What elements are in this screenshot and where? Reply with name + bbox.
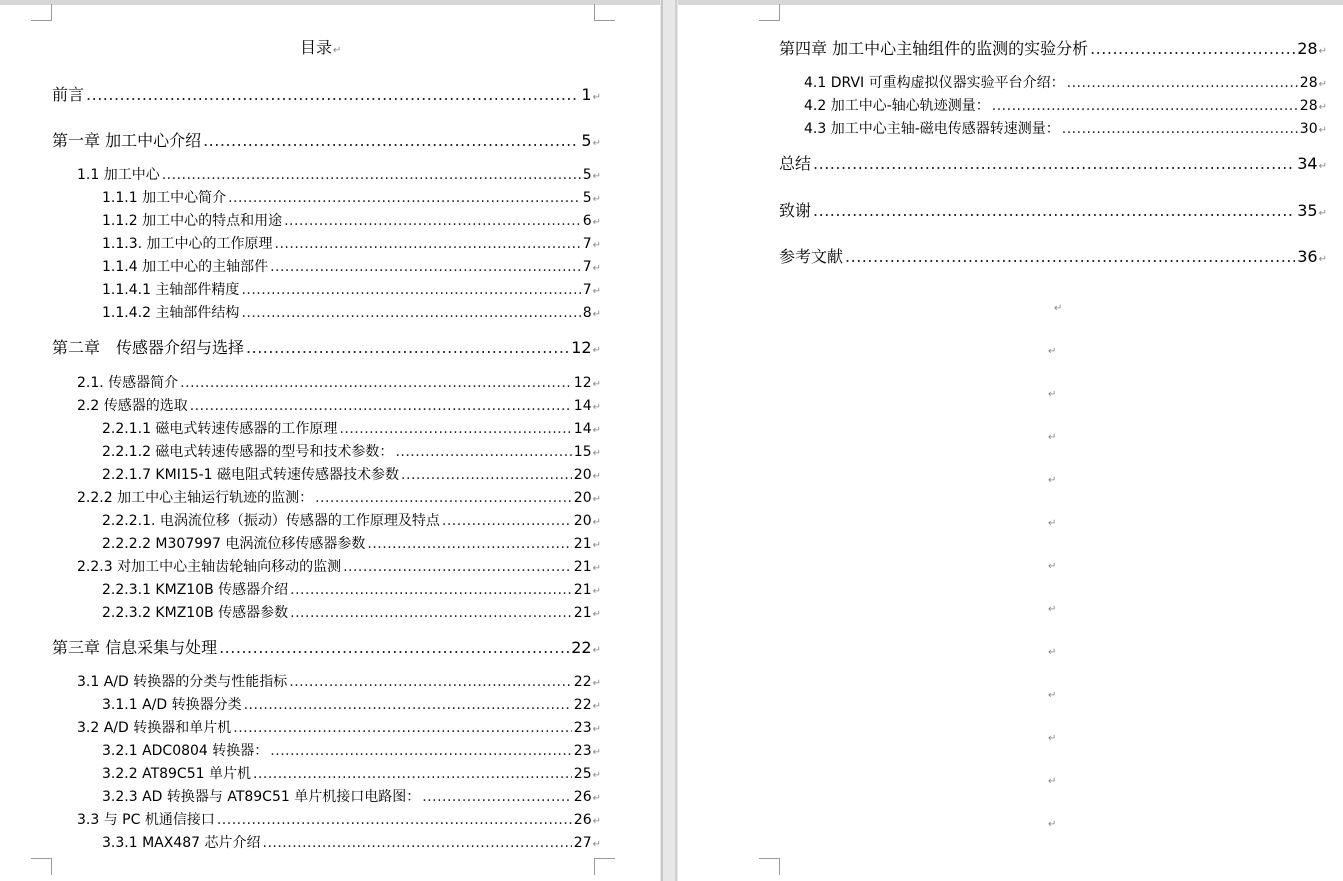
- toc-entry[interactable]: 2.2 传感器的选取 ..... 14 ↵: [77, 395, 601, 415]
- paragraph-mark: ↵: [1048, 475, 1057, 486]
- toc-entry[interactable]: 2.2.2.2 M307997 电涡流位移传感器参数 ..... 21 ↵: [102, 533, 601, 553]
- paragraph-mark: ↵: [1048, 561, 1057, 572]
- toc-entry[interactable]: 3.3 与 PC 机通信接口 ..... 26 ↵: [77, 809, 601, 829]
- margin-mark-bottom-right: [594, 858, 615, 875]
- margin-mark-bottom-left: [759, 858, 780, 875]
- toc-entry[interactable]: 2.2.1.2 磁电式转速传感器的型号和技术参数： ..... 15 ↵: [102, 441, 601, 461]
- toc-entry[interactable]: 2.2.2 加工中心主轴运行轨迹的监测： ..... 20 ↵: [77, 487, 601, 507]
- toc-entry[interactable]: 4.2 加工中心-轴心轨迹测量： ..... 28 ↵: [804, 95, 1327, 115]
- toc-entry[interactable]: 3.2.1 ADC0804 转换器： ..... 23 ↵: [102, 740, 601, 760]
- paragraph-mark: ↵: [1048, 647, 1057, 658]
- margin-mark-bottom-left: [31, 858, 52, 875]
- document-page-left: [0, 0, 660, 881]
- page-gap: [660, 0, 678, 881]
- toc-entry[interactable]: 第二章 传感器介绍与选择 ..... 12 ↵: [52, 335, 601, 358]
- toc-entry[interactable]: 3.2 A/D 转换器和单片机 ..... 23 ↵: [77, 717, 601, 737]
- toc-entry[interactable]: 前言 ..... 1 ↵: [52, 82, 601, 105]
- toc-title: 目录↵: [300, 38, 342, 57]
- toc-entry[interactable]: 致谢 ..... 35 ↵: [779, 198, 1327, 221]
- paragraph-mark: ↵: [1048, 346, 1057, 357]
- toc-entry[interactable]: 1.1.4.2 主轴部件结构 ..... 8 ↵: [102, 302, 601, 322]
- paragraph-mark: ↵: [1048, 604, 1057, 615]
- toc-entry[interactable]: 第四章 加工中心主轴组件的监测的实验分析 ..... 28 ↵: [779, 36, 1327, 59]
- toc-entry[interactable]: 3.1.1 A/D 转换器分类 ..... 22 ↵: [102, 694, 601, 714]
- toc-entry[interactable]: 1.1.4 加工中心的主轴部件 ..... 7 ↵: [102, 256, 601, 276]
- toc-entry[interactable]: 3.2.2 AT89C51 单片机 ..... 25 ↵: [102, 763, 601, 783]
- toc-entry[interactable]: 总结 ..... 34 ↵: [779, 151, 1327, 174]
- toc-entry[interactable]: 1.1.3. 加工中心的工作原理 ..... 7 ↵: [102, 233, 601, 253]
- paragraph-mark: ↵: [1048, 776, 1057, 787]
- toc-entry[interactable]: 第三章 信息采集与处理 ..... 22 ↵: [52, 635, 601, 658]
- margin-mark-top-left: [759, 4, 780, 21]
- margin-mark-top-left: [31, 4, 52, 21]
- toc-entry[interactable]: 2.1. 传感器简介 ..... 12 ↵: [77, 372, 601, 392]
- toc-entry[interactable]: 2.2.3 对加工中心主轴齿轮轴向移动的监测 ..... 21 ↵: [77, 556, 601, 576]
- toc-entry[interactable]: 1.1.4.1 主轴部件精度 ..... 7 ↵: [102, 279, 601, 299]
- paragraph-mark: ↵: [1048, 518, 1057, 529]
- toc-entry[interactable]: 3.3.1 MAX487 芯片介绍 ..... 27 ↵: [102, 832, 601, 852]
- toc-entry[interactable]: 2.2.2.1. 电涡流位移（振动）传感器的工作原理及特点 ..... 20 ↵: [102, 510, 601, 530]
- toc-entry[interactable]: 1.1.2 加工中心的特点和用途 ..... 6 ↵: [102, 210, 601, 230]
- toc-entry[interactable]: 4.1 DRVI 可重构虚拟仪器实验平台介绍： ..... 28 ↵: [804, 72, 1327, 92]
- paragraph-mark: ↵: [1048, 389, 1057, 400]
- paragraph-mark: ↵: [1048, 432, 1057, 443]
- toc-entry[interactable]: 2.2.1.1 磁电式转速传感器的工作原理 ..... 14 ↵: [102, 418, 601, 438]
- paragraph-mark: ↵: [1054, 303, 1063, 314]
- paragraph-mark: ↵: [1048, 819, 1057, 830]
- margin-mark-top-right: [594, 4, 615, 21]
- paragraph-mark: ↵: [333, 45, 342, 56]
- toc-entry[interactable]: 3.2.3 AD 转换器与 AT89C51 单片机接口电路图： ..... 26 ↵: [102, 786, 601, 806]
- toc-entry[interactable]: 2.2.3.1 KMZ10B 传感器介绍 ..... 21 ↵: [102, 579, 601, 599]
- toc-entry[interactable]: 参考文献 ..... 36 ↵: [779, 244, 1327, 267]
- toc-entry[interactable]: 1.1 加工中心 ..... 5 ↵: [77, 164, 601, 184]
- toc-entry[interactable]: 1.1.1 加工中心简介 ..... 5 ↵: [102, 187, 601, 207]
- toc-entry[interactable]: 第一章 加工中心介绍 ..... 5 ↵: [52, 128, 601, 151]
- toc-entry[interactable]: 4.3 加工中心主轴-磁电传感器转速测量： ..... 30 ↵: [804, 118, 1327, 138]
- paragraph-mark: ↵: [1048, 733, 1057, 744]
- toc-entry[interactable]: 2.2.1.7 KMI15-1 磁电阻式转速传感器技术参数 ..... 20 ↵: [102, 464, 601, 484]
- toc-entry[interactable]: 3.1 A/D 转换器的分类与性能指标 ..... 22 ↵: [77, 671, 601, 691]
- paragraph-mark: ↵: [1048, 690, 1057, 701]
- document-page-right: [678, 0, 1343, 881]
- toc-entry[interactable]: 2.2.3.2 KMZ10B 传感器参数 ..... 21 ↵: [102, 602, 601, 622]
